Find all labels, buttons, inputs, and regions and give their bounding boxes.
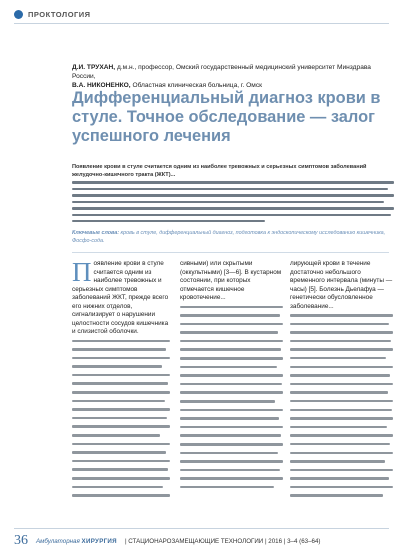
column-3-lines bbox=[290, 314, 393, 497]
column-1-lines bbox=[72, 340, 170, 497]
column-2-text: сивными) или скрытыми (оккультными) [3—6]. В кустарном состоянии, при которых отмечается кишечное кровотечение... bbox=[180, 260, 282, 301]
section-tag bbox=[14, 10, 91, 19]
keywords-label: Ключевые слова: bbox=[72, 230, 120, 236]
section-label: ПРОКТОЛОГИЯ bbox=[28, 10, 91, 19]
abstract bbox=[72, 164, 394, 227]
authors-block bbox=[72, 63, 394, 90]
author-1-name: Д.И. ТРУХАН, bbox=[72, 64, 116, 71]
keywords-text: кровь в стуле, дифференциальный диагноз, подготовка к эндоскопическому исследованию кишечника, Фосфо-сода. bbox=[72, 230, 386, 244]
drop-cap: П bbox=[72, 257, 92, 287]
author-1 bbox=[72, 63, 394, 81]
keywords bbox=[72, 230, 394, 245]
section-dot-icon bbox=[14, 10, 23, 19]
author-1-affiliation: д.м.н., профессор, Омский государственный медицинский университет Минздрава России, bbox=[72, 64, 371, 80]
journal-title: ХИРУРГИЯ bbox=[81, 537, 117, 545]
footer-divider bbox=[14, 528, 389, 529]
page-number: 36 bbox=[14, 533, 28, 548]
body-column-3 bbox=[290, 260, 393, 503]
article-title: Дифференциальный диагноз крови в стуле. Точное обследование — залог успешного лечения bbox=[72, 89, 381, 145]
journal-issue: | СТАЦИОНАРОЗАМЕЩАЮЩИЕ ТЕХНОЛОГИИ | 2016 | 3–4 (63–64) bbox=[124, 537, 321, 545]
top-divider bbox=[14, 23, 389, 24]
keywords-divider bbox=[72, 252, 389, 253]
column-1-text: оявление крови в стуле считается одним из наиболее тревожных и серьезных симптомов заболеваний ЖКТ, прежде всего его нижних отделов, сигнализирует о нарушении целостности сосудов кишечника и слизистой оболочки. bbox=[72, 260, 169, 335]
abstract-lead: Появление крови в стуле считается одним из наиболее тревожных и серьезных симптомов заболеваний желудочно-кишечного тракта (ЖКТ)... bbox=[72, 164, 367, 178]
journal-prefix: Амбулаторная bbox=[36, 537, 80, 545]
author-2-affiliation: Областная клиническая больница, г. Омск bbox=[132, 82, 263, 89]
journal-name bbox=[36, 538, 117, 545]
author-2-name: В.А. НИКОНЕНКО, bbox=[72, 82, 131, 89]
column-2-lines bbox=[180, 306, 283, 489]
column-3-text: лирующей крови в течение достаточно небольшого временного интервала (минуты — часы) [5]. Болезнь Дьелафуа — генетически обусловленное заболевание... bbox=[290, 260, 393, 310]
page-footer bbox=[14, 533, 320, 549]
body-column-1 bbox=[72, 257, 170, 503]
body-column-2 bbox=[180, 260, 283, 495]
